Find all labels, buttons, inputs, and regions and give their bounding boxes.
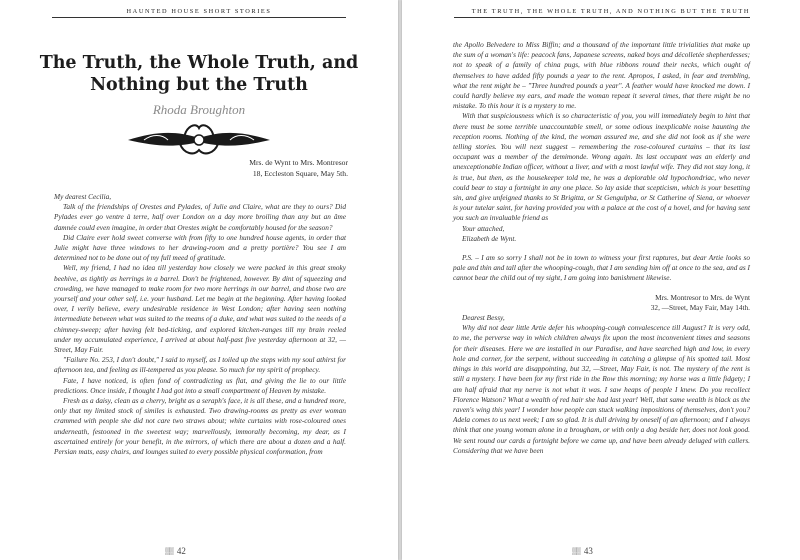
paragraph: Why did not dear little Artie defer his whooping-cough convalescence till August? It is very odd, to me, the perverse way in which children always fix upon the most inconvenient times and seasons for their diseases. Here we are installed in our Paradise, and have searched high and low, in every hole and corner, for the serpent, without succeeding in catching a glimpse of his spotted tail. Most things in this world are disappointing, but 32, —Street, May Fair, is not. The mystery of the rent is still a mystery. I have been for my first ride in the Row this morning; my horse was a little fidgety; I am half afraid that my nerve is not what it was. I saw heaps of people I knew. Do you recollect Florence Watson? What a wealth of red hair she had last year! Well, that same wealth is black as the raven's wing this year! I wonder how people can stuck walking impositions of themselves, don't you? Adela comes to us next week; I am so glad. It is dull driving by oneself of an afternoon; and I always think that one young woman alone in a brougham, or with only a dog beside her, does not look good. We sent round our cards a fortnight before we came up, and have been already deluged with callers. Considering that we have been xyxy=(453,323,750,455)
ornament-flourish-icon xyxy=(124,122,274,158)
paragraph: "Failure No. 253, I don't doubt," I said to myself, as I toiled up the steps with my soul athirst for afternoon tea, and feeling as ill-tempered as you please. So much for my spirit of prophecy. xyxy=(54,355,346,375)
letter-closing: Your attached, xyxy=(462,223,505,233)
salutation: Dearest Bessy, xyxy=(462,313,505,323)
story-author: Rhoda Broughton xyxy=(152,102,246,117)
story-title: The Truth, the Whole Truth, and Nothing but the Truth xyxy=(39,53,359,95)
letter-heading-line: 32, —Street, May Fair, May 14th. xyxy=(650,302,750,312)
letter-heading-line: 18, Eccleston Square, May 5th. xyxy=(252,169,348,178)
paragraph: Talk of the friendships of Orestes and Pylades, of Julie and Claire, what are they to ours? Did Pylades ever go ventre à terre, half over London on a day more broiling than any but an âme damnée could even imagine, in order that Orestes might be comfortably housed for the season? xyxy=(54,202,346,232)
paragraph: With that suspiciousness which is so characteristic of you, you will immediately begin to hint that there must be some terrible unaccountable smell, or some odious inexplicable noise haunting the reception rooms. Nothing of the kind, the woman assured me, and she did not look as if she were telling stories. You will next suggest – remembering the rose-coloured curtains – that its last occupant was a member of the demimonde. Wrong again. Its last occupant was an elderly and unexceptionable Indian officer, without a liver, and with a most lawful wife. They did not stay long, it is true, but then, as the housekeeper told me, he was a deplorable old hypochondriac, who never could bear to stay a fortnight in any one place. So lay aside that scepticism, which is your besetting sin, and give unfeigned thanks to St Brigitta, or St Gengulpha, or St Catherine of Siena, or whoever is your tutelar saint, for having provided you with a palace at the cost of a hovel, and for having sent you such an invaluable friend as xyxy=(453,111,750,223)
letter-heading xyxy=(249,157,348,179)
paragraph: Did Claire ever hold sweet converse with from fifty to one hundred house agents, in order that Julie might have three windows to her drawing-room and a pretty portière? You see I am determined not to be done out of my full meed of gratitude. xyxy=(54,232,346,263)
right-page xyxy=(402,0,800,560)
letter-heading-line: Mrs. de Wynt to Mrs. Montresor xyxy=(249,158,348,167)
page-number xyxy=(165,546,186,556)
title-block xyxy=(30,52,368,158)
folio-ornament-icon: ▒▒ xyxy=(165,547,173,555)
running-head: THE TRUTH, THE WHOLE TRUTH, AND NOTHING BUT THE TRUTH xyxy=(454,8,750,18)
page-body xyxy=(453,40,750,456)
page-body xyxy=(54,192,346,457)
letter-heading-line: Mrs. Montresor to Mrs. de Wynt xyxy=(655,292,750,302)
postscript: P.S. – I am so sorry I shall not be in town to witness your first raptures, but dear Artie looks so pale and thin and tall after the whooping-cough, that I am sending him off at once to the sea, and as I cannot bear the child out of my sight, I am going into banishment likewise. xyxy=(453,253,750,283)
page-number-text: 43 xyxy=(583,546,593,556)
running-head: HAUNTED HOUSE SHORT STORIES xyxy=(52,8,346,18)
page-number xyxy=(572,546,593,556)
paragraph: the Apollo Belvedere to Miss Biffin; and a thousand of the important little trivialities that make up the sum of a woman's life: peacock fans, Japanese screens, naked boys and décolletée shepherdesses; not to speak of a family of china pugs, with blue ribbons round their necks, which ought of themselves to have added fifty pounds a year to the rent. Apropos, I asked, in fear and trembling, what the rent might be – "Three hundred pounds a year". A feather would have knocked me down. I could hardly believe my ears, and made the woman repeat it several times, that there might be no mistake. To this hour it is a mystery to me. xyxy=(453,40,750,111)
page-number-text: 42 xyxy=(176,546,186,556)
letter-signature: Elizabeth de Wynt. xyxy=(462,233,517,243)
paragraph: Well, my friend, I had no idea till yesterday how closely we were packed in this great smoky beehive, as tightly as herrings in a barrel. Don't be frightened, however. By dint of squeezing and crowding, we have managed to make room for two more herrings in our barrel, and those two are yourself and your other self, i.e. your husband. Let me begin at the beginning. After having looked over, I verily believe, every undesirable residence in West London; after having seen nothing intermediate between what was suited to the means of a duke, and what was suited to the needs of a chimney-sweep; after having felt bed-ticking, and explored kitchen-ranges till my brain reeled under my accumulated experience, I arrived at about half-past five yesterday afternoon at 32, —Street, May Fair. xyxy=(54,263,346,355)
paragraph: Fate, I have noticed, is often fond of contradicting us flat, and giving the lie to our little predictions. Once inside, I thought I had got into a small compartment of Heaven by mistake. xyxy=(54,375,346,395)
left-page xyxy=(0,0,398,560)
salutation: My dearest Cecilia, xyxy=(54,192,112,201)
paragraph: Fresh as a daisy, clean as a cherry, bright as a seraph's face, it is all these, and a hundred more, only that my limited stock of similes is exhausted. Two drawing-rooms as pretty as ever woman crammed with people she did not care two straws about; white curtains with rose-coloured ones underneath, festooned in the sweetest way; marvellously, immorally becoming, my dear, as I ascertained entirely for your benefit, in the mirrors, of which there are about a dozen and a half. Persian mats, easy chairs, and lounges suited to every possible physical conformation, from xyxy=(54,396,346,457)
folio-ornament-icon: ▒▒ xyxy=(572,547,580,555)
